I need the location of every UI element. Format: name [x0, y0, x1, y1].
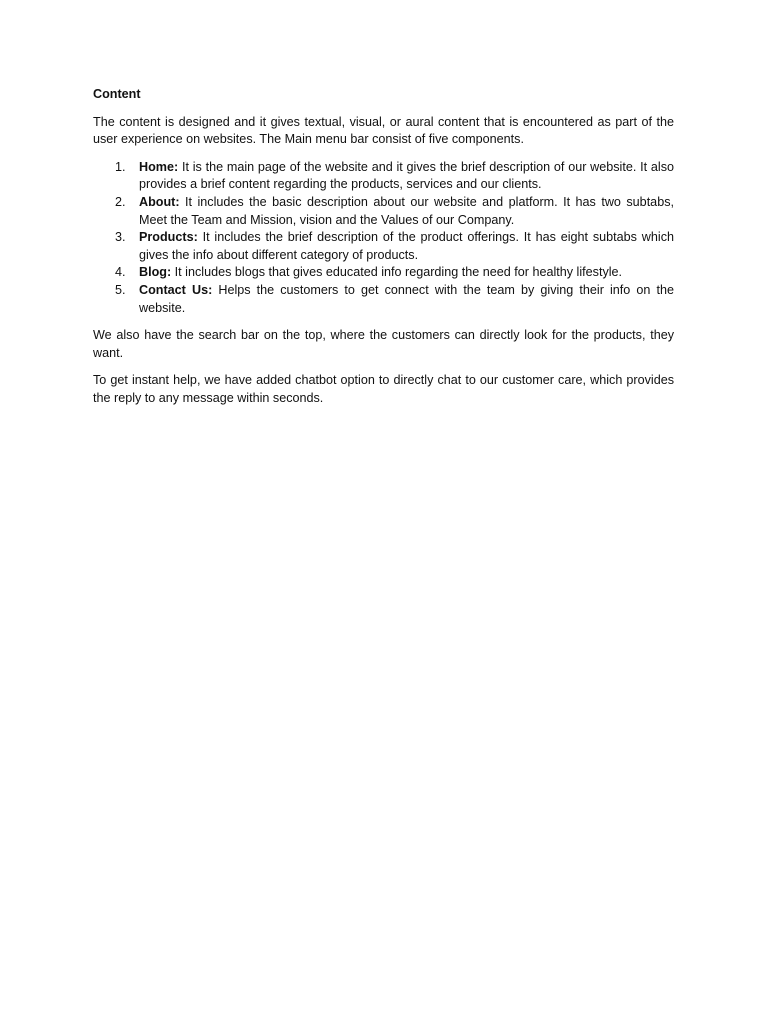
- list-number: 4.: [115, 265, 126, 280]
- list-number: 1.: [115, 159, 126, 174]
- menu-components-list: [93, 159, 674, 317]
- list-item-blog: [93, 264, 674, 282]
- list-term: Products:: [139, 230, 198, 245]
- list-text: It is the main page of the website and it gives the brief description of our website. It also provides a brief content regarding the products, services and our clients.: [139, 159, 674, 192]
- list-text: It includes the brief description of the product offerings. It has eight subtabs which gives the info about different category of products.: [139, 230, 674, 262]
- document-page: [93, 86, 674, 418]
- list-item-contact-us: [93, 282, 674, 317]
- intro-paragraph: The content is designed and it gives textual, visual, or aural content that is encountered as part of the user experience on websites. The Main menu bar consist of five components.: [93, 114, 674, 147]
- search-bar-paragraph: We also have the search bar on the top, where the customers can directly look for the products, they want.: [93, 328, 674, 360]
- chatbot-paragraph: To get instant help, we have added chatbot option to directly chat to our customer care, which provides the reply to any message within seconds.: [93, 373, 674, 405]
- list-term: Blog:: [139, 265, 172, 280]
- list-term: Contact Us:: [139, 282, 213, 297]
- list-item-about: [93, 194, 674, 229]
- list-number: 3.: [115, 230, 126, 245]
- list-item-home: [93, 159, 674, 194]
- list-term: Home:: [139, 159, 179, 174]
- section-heading: Content: [93, 87, 141, 101]
- list-item-products: [93, 229, 674, 264]
- list-text: It includes the basic description about our website and platform. It has two subtabs, Meet the Team and Mission, vision and the Values of our Company.: [139, 194, 674, 227]
- list-number: 2.: [115, 194, 126, 209]
- list-text: Helps the customers to get connect with the team by giving their info on the website.: [139, 282, 674, 315]
- list-term: About:: [139, 194, 180, 209]
- list-text: It includes blogs that gives educated info regarding the need for healthy lifestyle.: [171, 265, 623, 280]
- list-number: 5.: [115, 282, 126, 297]
